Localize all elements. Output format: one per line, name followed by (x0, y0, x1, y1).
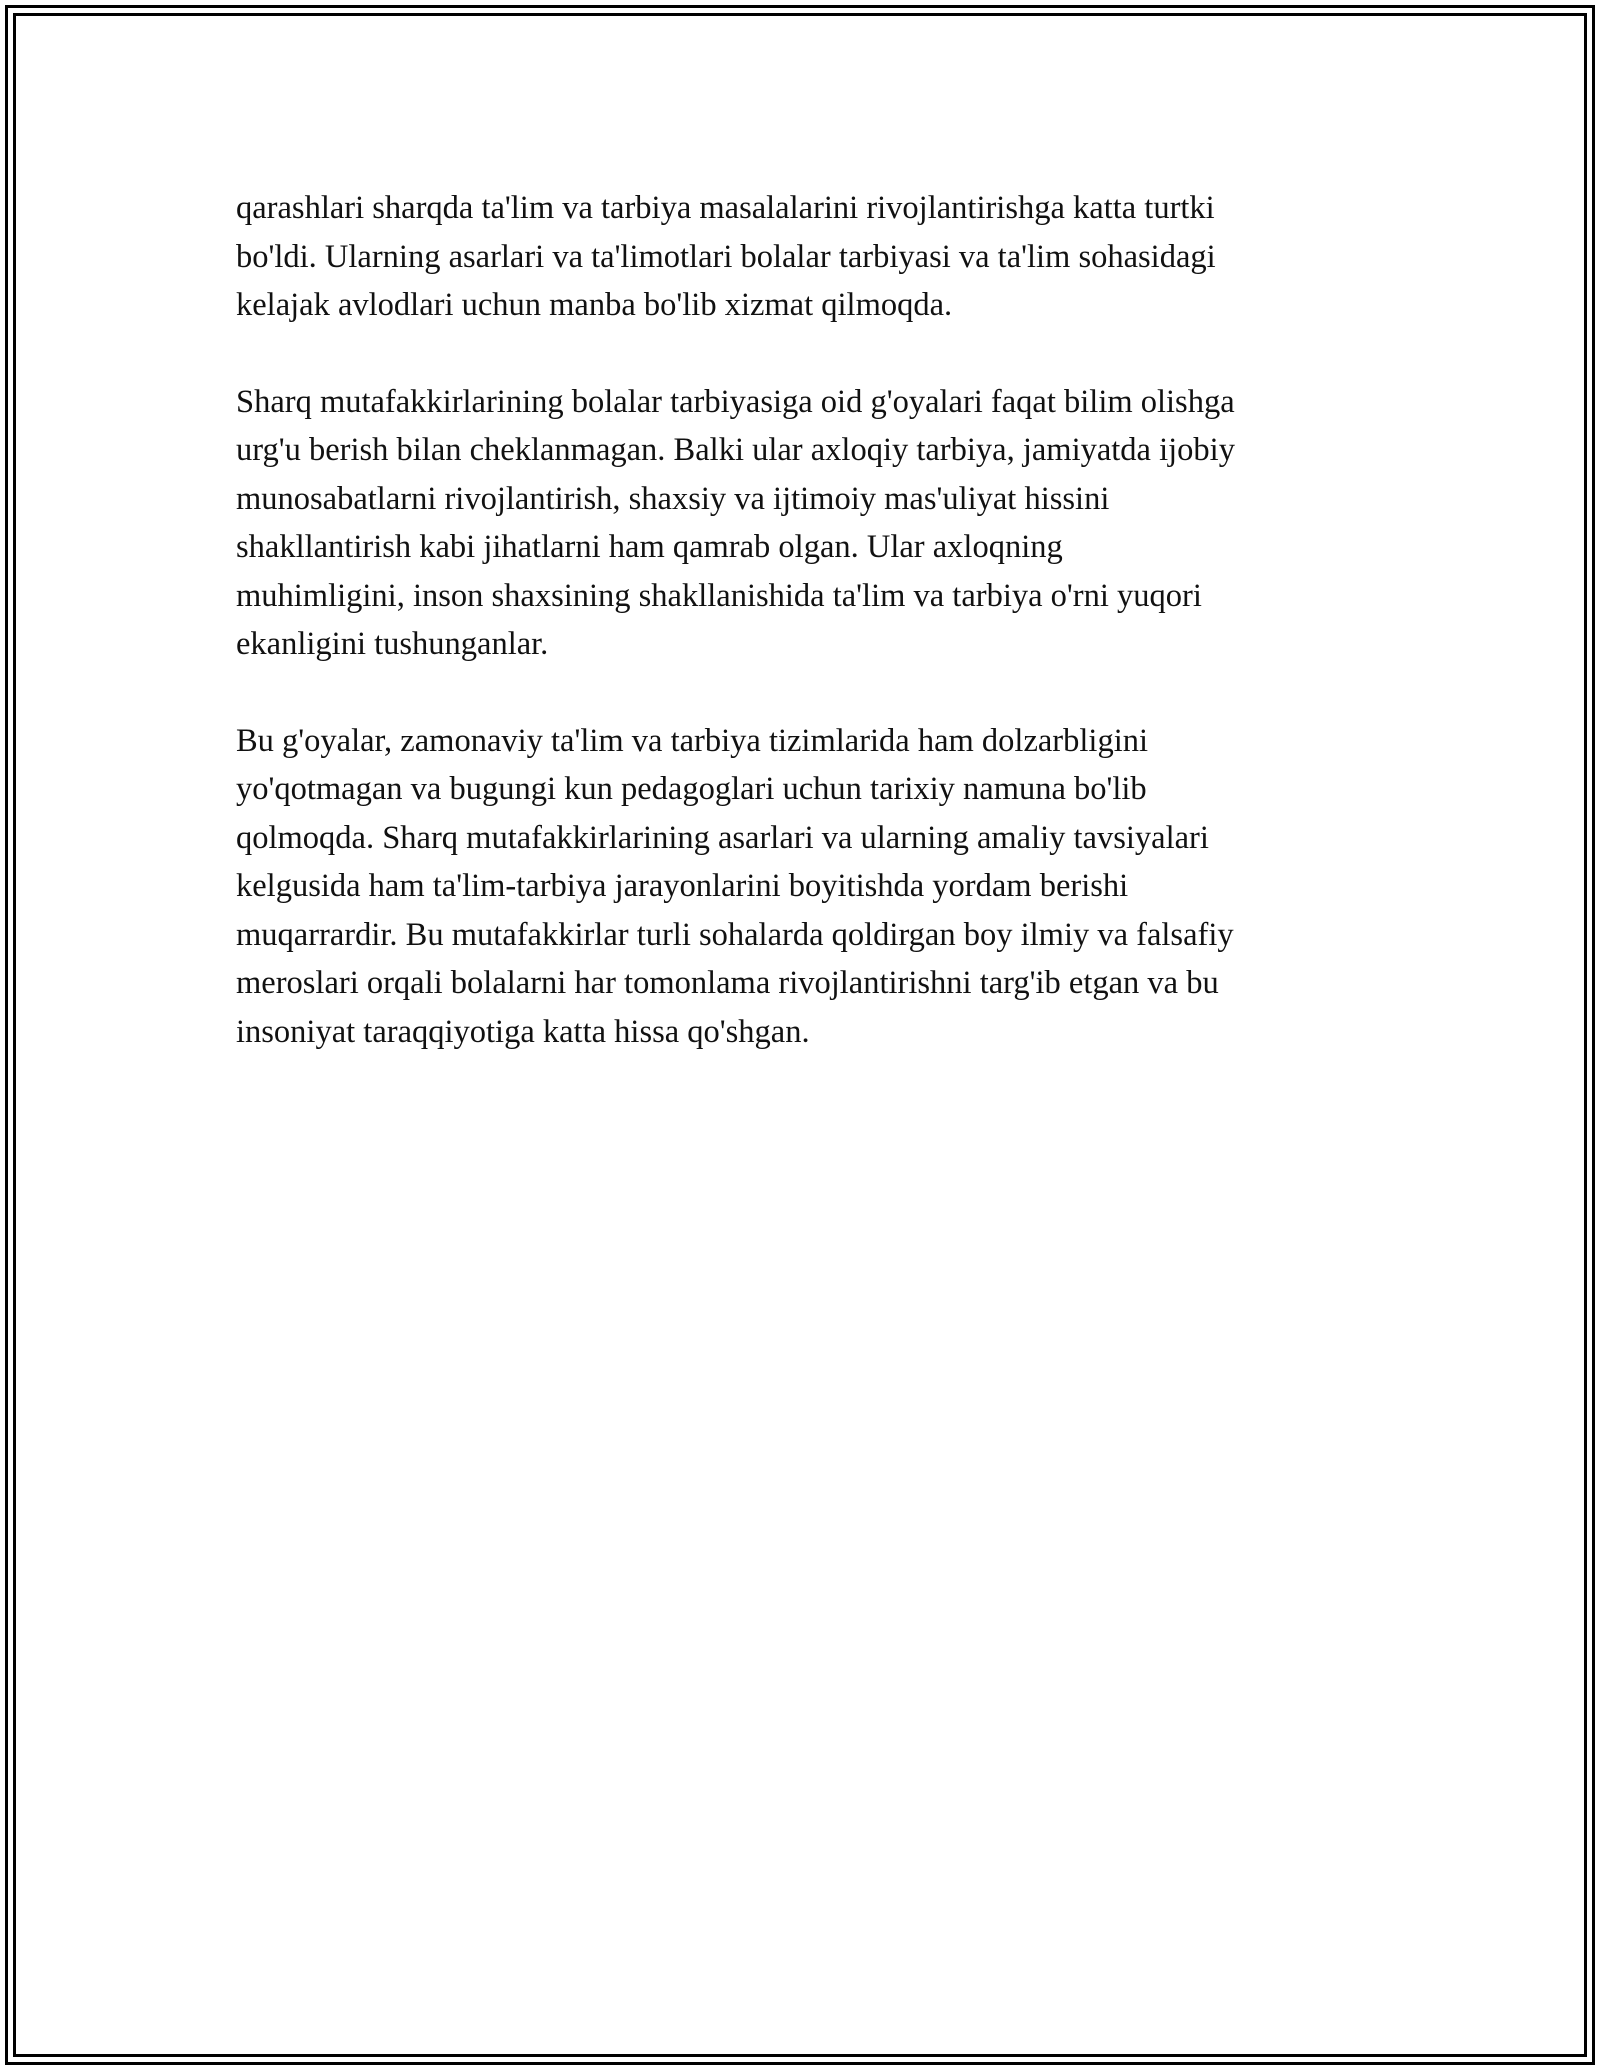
paragraph-1 (236, 184, 1386, 330)
text-line: muqarrardir. Bu mutafakkirlar turli sohalarda qoldirgan boy ilmiy va falsafiy (236, 916, 1234, 953)
text-line: Bu g'oyalar, zamonaviy ta'lim va tarbiya tizimlarida ham dolzarbligini (236, 722, 1148, 759)
text-line: bo'ldi. Ularning asarlari va ta'limotlari bolalar tarbiyasi va ta'lim sohasidagi (236, 238, 1216, 275)
paragraph-3 (236, 717, 1386, 1057)
text-line: urg'u berish bilan cheklanmagan. Balki ular axloqiy tarbiya, jamiyatda ijobiy (236, 432, 1235, 468)
text-line: qarashlari sharqda ta'lim va tarbiya masalalarini rivojlantirishga katta turtki (236, 190, 1215, 226)
text-line: meroslari orqali bolalarni har tomonlama rivojlantirishni targ'ib etgan va bu (236, 965, 1219, 1001)
text-line: munosabatlarni rivojlantirish, shaxsiy va ijtimoiy mas'uliyat hissini (236, 480, 1110, 517)
text-line: Sharq mutafakkirlarining bolalar tarbiyasiga oid g'oyalari faqat bilim olishga (236, 383, 1235, 420)
text-line: ekanligini tushunganlar. (236, 626, 549, 662)
text-line: kelajak avlodlari uchun manba bo'lib xizmat qilmoqda. (236, 287, 953, 323)
text-line: insoniyat taraqqiyotiga katta hissa qo'shgan. (236, 1013, 810, 1050)
text-line: qolmoqda. Sharq mutafakkirlarining asarlari va ularning amaliy tavsiyalari (236, 819, 1209, 856)
text-line: shakllantirish kabi jihatlarni ham qamrab olgan. Ular axloqning (236, 529, 1063, 565)
text-line: yo'qotmagan va bugungi kun pedagoglari uchun tarixiy namuna bo'lib (236, 771, 1147, 807)
document-body (236, 184, 1386, 1104)
text-line: muhimligini, inson shaxsining shakllanishida ta'lim va tarbiya o'rni yuqori (236, 577, 1202, 614)
text-line: kelgusida ham ta'lim-tarbiya jarayonlarini boyitishda yordam berishi (236, 868, 1129, 904)
paragraph-2 (236, 378, 1386, 669)
